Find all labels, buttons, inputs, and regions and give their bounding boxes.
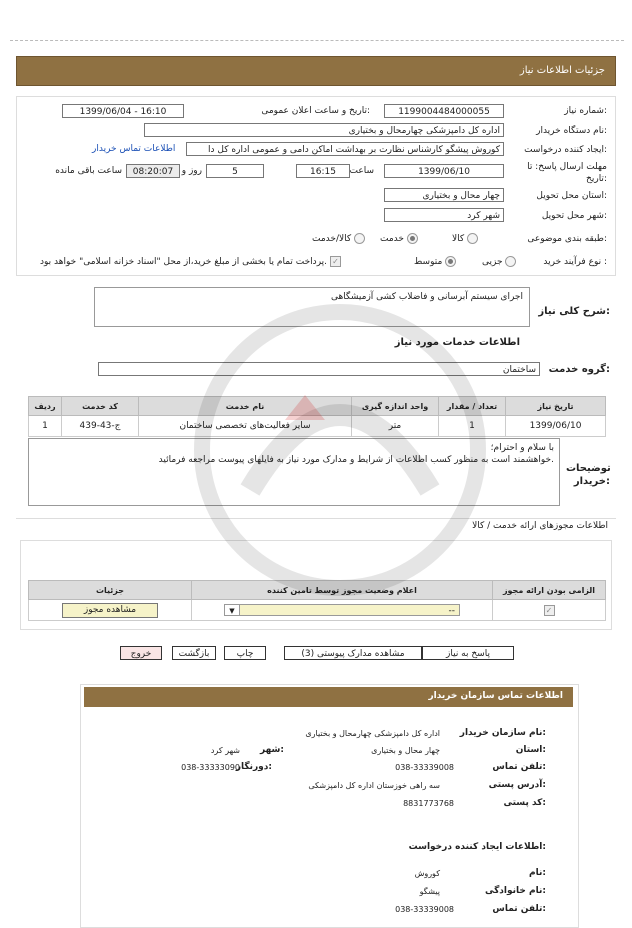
buyer-notes-line1: با سلام و احترام؛ [490, 443, 554, 453]
deadline-hour-field: 16:15 [296, 164, 350, 178]
first-name-value: کوروش [414, 869, 440, 878]
fax-label: دورنگار: [235, 762, 272, 772]
hour-label: ساعت [349, 166, 374, 176]
phone-value: 038-33339008 [395, 763, 454, 772]
last-name-label: نام خانوادگی: [484, 886, 546, 896]
proc-medium-option[interactable] [414, 256, 456, 267]
cell-code: ج-43-439 [62, 416, 139, 437]
cat-service-option[interactable] [380, 233, 418, 244]
deadline-label: مهلت ارسال پاسخ: تا تاریخ: [527, 162, 607, 184]
page-header [16, 56, 616, 86]
reply-button[interactable]: پاسخ به نیاز [422, 646, 514, 660]
creator-phone-value: 038-33339008 [395, 905, 454, 914]
col-unit: واحد اندازه گیری [352, 397, 439, 416]
postal-value: 8831773768 [403, 799, 454, 808]
details-cell [29, 600, 192, 621]
contact-card-header [84, 687, 573, 707]
attachments-button[interactable]: مشاهده مدارک پیوستی (3) [284, 646, 422, 660]
print-button[interactable]: چاپ [224, 646, 266, 660]
cat-goods-label: کالا [452, 234, 465, 244]
remaining-label: ساعت باقی مانده [55, 166, 122, 176]
permits-table [28, 580, 606, 621]
services-table [28, 396, 606, 437]
process-label: نوع فرآیند خرید : [543, 257, 607, 267]
announce-label: تاریخ و ساعت اعلان عمومی: [261, 106, 370, 116]
city-field: شهر کرد [384, 208, 504, 222]
permit-status-select[interactable] [224, 604, 460, 616]
proc-medium-label: متوسط [414, 257, 443, 267]
buyer-notes-label: توضیحات خریدار: [566, 463, 611, 487]
col-code: کد خدمت [62, 397, 139, 416]
cat-goods-service-radio[interactable] [354, 233, 365, 244]
deadline-date-field: 1399/06/10 [384, 164, 504, 178]
col-name: نام خدمت [139, 397, 352, 416]
cat-service-radio[interactable] [407, 233, 418, 244]
first-name-label: نام: [529, 868, 546, 878]
cell-row: 1 [29, 416, 62, 437]
category-label: طبقه بندی موضوعی: [527, 234, 607, 244]
col-status: اعلام وضعیت مجوز توسط تامین کننده [192, 581, 493, 600]
city-label: شهر محل تحویل: [541, 211, 607, 221]
city-value-card: شهر کرد [210, 746, 240, 755]
treasury-checkbox[interactable]: ✓ [330, 256, 341, 267]
services-table-header [29, 397, 606, 416]
requester-label: ایجاد کننده درخواست: [524, 145, 607, 155]
buyer-org-field: اداره کل دامپزشکی چهارمحال و بختیاری [144, 123, 504, 137]
col-details: جزئیات [29, 581, 192, 600]
table-row [29, 416, 606, 437]
org-label: نام سازمان خریدار: [459, 728, 546, 738]
city-label-card: شهر: [260, 745, 284, 755]
cat-goods-option[interactable] [452, 233, 478, 244]
buyer-notes-line2: خواهشمند است به منظور کسب اطلاعات از شرایط و مدارک مورد نیاز به فایلهای پیوست مراجعه فرمائید. [158, 455, 554, 465]
permits-header [29, 581, 606, 600]
address-label: آدرس پستی: [488, 780, 546, 790]
address-value: سه راهی خوزستان اداره کل دامپزشکی [308, 781, 440, 790]
cell-qty: 1 [439, 416, 506, 437]
permit-status-value: -- [448, 606, 455, 616]
permits-title: اطلاعات مجوزهای ارائه خدمت / کالا [472, 521, 608, 531]
permits-divider [16, 518, 616, 519]
need-number-label: شماره نیاز: [564, 106, 607, 116]
summary-textarea [94, 287, 530, 327]
cell-unit: متر [352, 416, 439, 437]
buyer-notes-textarea [28, 438, 560, 506]
treasury-payment-label: پرداخت تمام یا بخشی از مبلغ خرید،از محل "اسناد خزانه اسلامی" خواهد بود. [40, 257, 328, 267]
province-label-card: استان: [515, 745, 546, 755]
status-cell [192, 600, 493, 621]
cell-date: 1399/06/10 [506, 416, 606, 437]
required-cell [493, 600, 606, 621]
proc-small-radio[interactable] [505, 256, 516, 267]
creator-phone-label: تلفن تماس: [492, 904, 546, 914]
remaining-time-field: 08:20:07 [126, 164, 180, 178]
col-qty: تعداد / مقدار [439, 397, 506, 416]
cat-goods-radio[interactable] [467, 233, 478, 244]
back-button[interactable]: بازگشت [172, 646, 216, 660]
view-permit-button[interactable]: مشاهده مجوز [62, 603, 158, 618]
creator-title: اطلاعات ایجاد کننده درخواست: [408, 842, 546, 852]
required-checkbox: ✓ [544, 605, 555, 616]
province-value-card: چهار محال و بختیاری [371, 746, 440, 755]
service-group-label: گروه خدمت: [548, 364, 610, 375]
col-required: الزامی بودن ارائه مجوز [493, 581, 606, 600]
buyer-contact-link[interactable]: اطلاعات تماس خریدار [92, 144, 176, 154]
requester-field: کوروش پیشگو کارشناس نظارت بر بهداشت اماکن دامی و عمومی اداره کل دا [186, 142, 504, 156]
cat-goods-service-label: کالا/خدمت [312, 234, 352, 244]
fax-value: 038-33333090 [181, 763, 240, 772]
proc-medium-radio[interactable] [445, 256, 456, 267]
cat-goods-service-option[interactable] [312, 233, 365, 244]
last-name-value: پیشگو [419, 887, 440, 896]
page-title: جزئیات اطلاعات نیاز [519, 65, 605, 76]
days-field: 5 [206, 164, 264, 178]
col-date: تاریخ نیاز [506, 397, 606, 416]
summary-text: اجرای سیستم آبرسانی و فاضلاب کشی آزمیشگاهی [330, 292, 523, 302]
buyer-org-label: نام دستگاه خریدار: [536, 126, 607, 136]
summary-label: شرح کلی نیاز: [538, 306, 610, 317]
contact-card-title: اطلاعات تماس سازمان خریدار [428, 691, 563, 701]
province-field: چهار محال و بختیاری [384, 188, 504, 202]
treasury-payment-option[interactable] [40, 256, 341, 267]
table-row [29, 600, 606, 621]
chevron-down-icon[interactable]: ▼ [225, 605, 240, 615]
need-number-field: 1199004484000055 [384, 104, 504, 118]
proc-small-label: جزیی [482, 257, 503, 267]
province-label: استان محل تحویل: [536, 191, 607, 201]
cell-name: سایر فعالیت‌های تخصصی ساختمان [139, 416, 352, 437]
postal-label: کد پستی: [503, 798, 546, 808]
exit-button[interactable]: خروج [120, 646, 162, 660]
service-group-field: ساختمان [98, 362, 540, 376]
days-label: روز و [181, 166, 202, 176]
phone-label: تلفن تماس: [492, 762, 546, 772]
org-value: اداره کل دامپزشکی چهارمحال و بختیاری [305, 729, 440, 738]
announce-field: 1399/06/04 - 16:10 [62, 104, 184, 118]
top-divider [10, 40, 624, 41]
col-row: ردیف [29, 397, 62, 416]
cat-service-label: خدمت [380, 234, 404, 244]
proc-small-option[interactable] [482, 256, 516, 267]
services-section-title: اطلاعات خدمات مورد نیاز [394, 337, 520, 348]
